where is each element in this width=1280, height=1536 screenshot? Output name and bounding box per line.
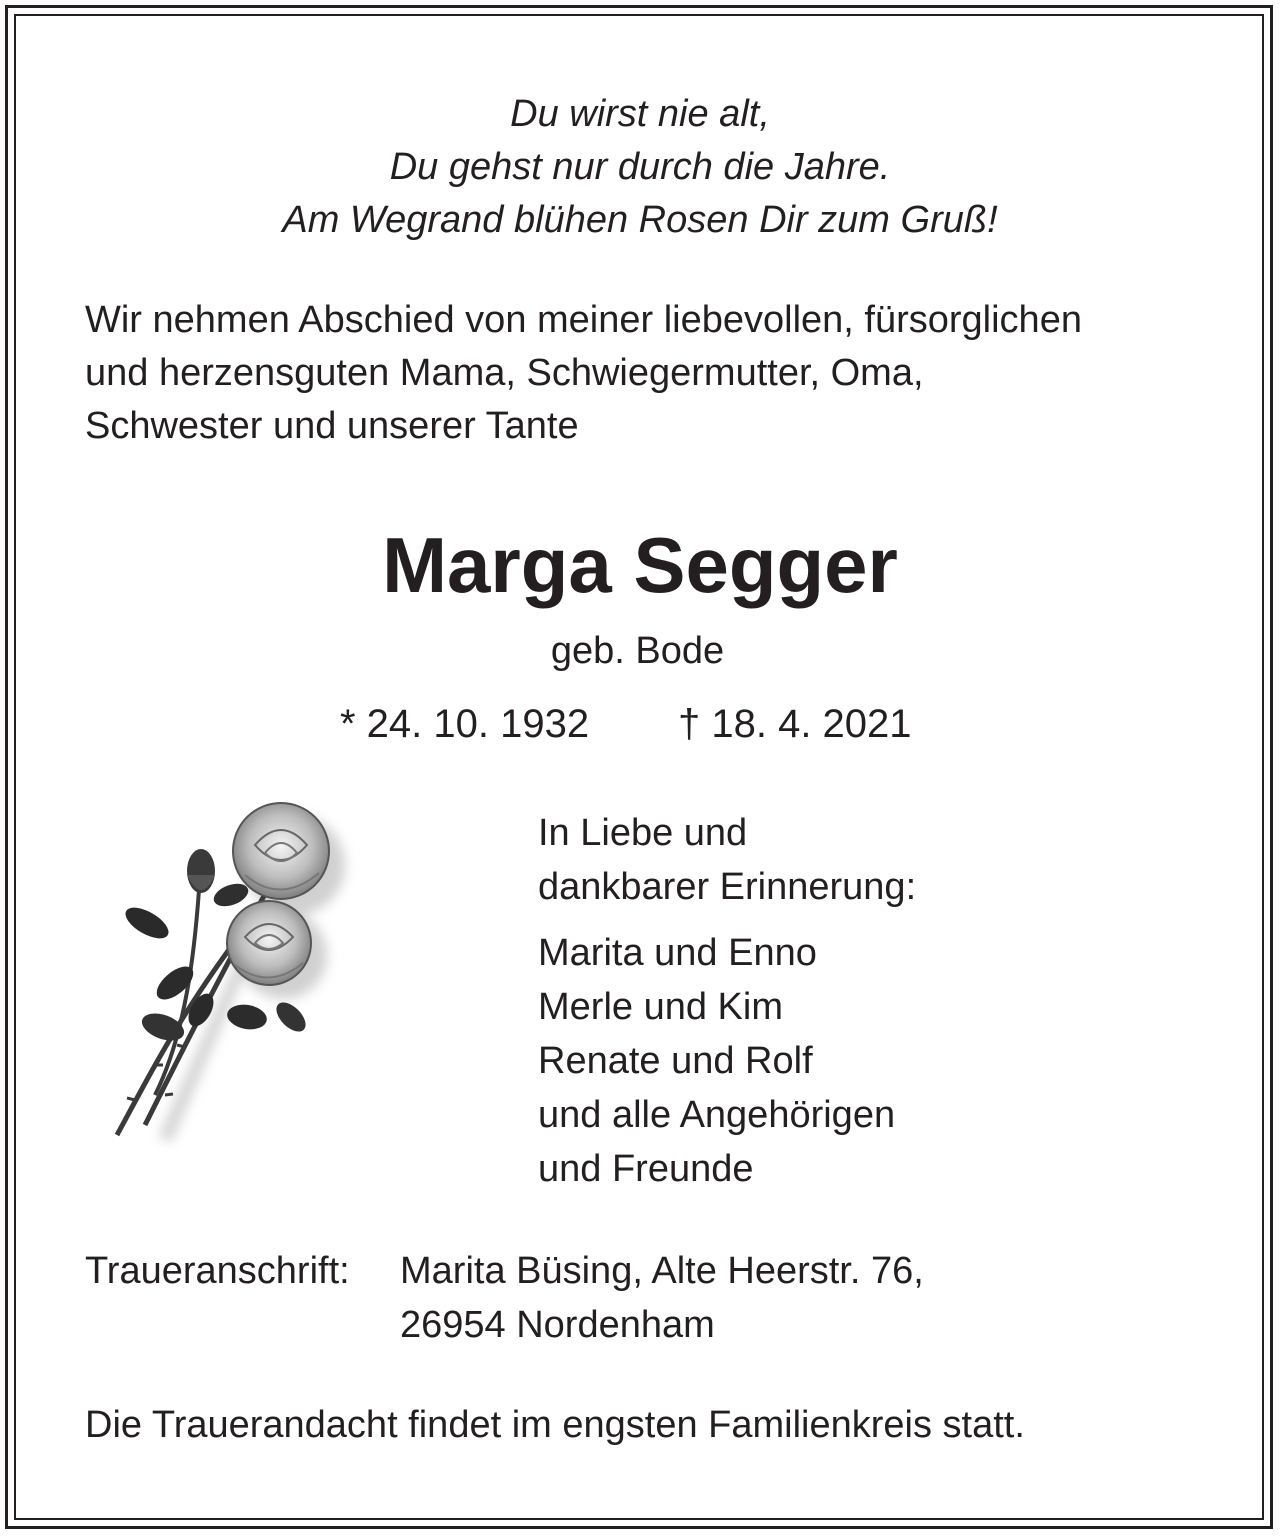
mourning-address xyxy=(85,1244,924,1352)
mourner-name: Merle und Kim xyxy=(538,986,783,1028)
roses-illustration-icon xyxy=(105,795,375,1170)
address-label: Traueranschrift: xyxy=(85,1250,350,1292)
deceased-name: Marga Segger xyxy=(382,521,898,609)
dedication-line: dankbarer Erinnerung: xyxy=(538,866,917,908)
mourner-name: und Freunde xyxy=(538,1148,754,1190)
birth-name: geb. Bode xyxy=(550,630,725,672)
intro-text xyxy=(85,294,1205,453)
address-line: 26954 Nordenham xyxy=(400,1304,715,1346)
poem-line: Du wirst nie alt, xyxy=(510,93,770,135)
closing-note: Die Trauerandacht findet im engsten Familienkreis statt. xyxy=(85,1404,1025,1446)
poem-line: Am Wegrand blühen Rosen Dir zum Gruß! xyxy=(282,199,998,241)
poem xyxy=(0,88,1280,247)
dedication-line: In Liebe und xyxy=(538,812,748,854)
intro-line: und herzensguten Mama, Schwiegermutter, Oma, xyxy=(85,352,924,394)
address-line: Marita Büsing, Alte Heerstr. 76, xyxy=(400,1250,924,1292)
mourner-name: Marita und Enno xyxy=(538,932,817,974)
intro-line: Wir nehmen Abschied von meiner liebevollen, fürsorglichen xyxy=(85,299,1082,341)
poem-line: Du gehst nur durch die Jahre. xyxy=(389,146,891,188)
spacer xyxy=(538,914,1218,926)
death-date: † 18. 4. 2021 xyxy=(678,702,912,746)
birth-date: * 24. 10. 1932 xyxy=(340,702,590,746)
mourner-name: Renate und Rolf xyxy=(538,1040,813,1082)
mourner-name: und alle Angehörigen xyxy=(538,1094,896,1136)
intro-line: Schwester und unserer Tante xyxy=(85,405,579,447)
mourners-block xyxy=(538,806,1218,1196)
